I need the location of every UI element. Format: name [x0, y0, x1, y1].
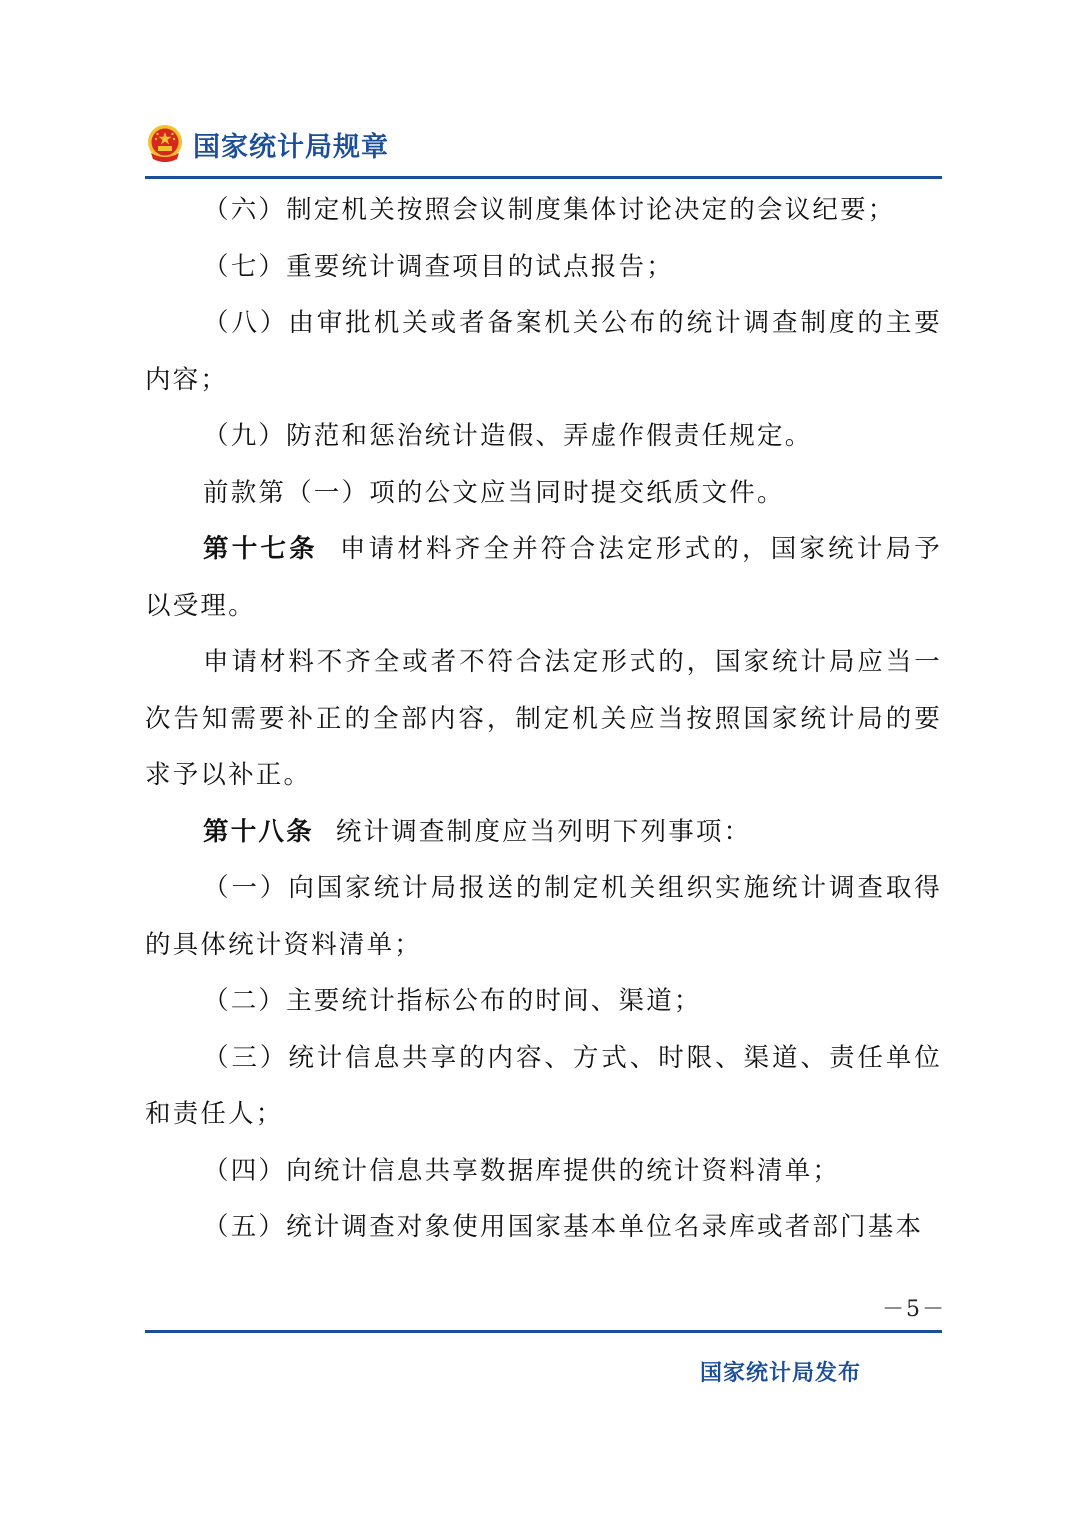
paragraph: [145, 182, 942, 239]
paragraph-text: 申请材料齐全并符合法定形式的，国家统计局予以受理。: [145, 534, 942, 621]
article-heading: 第十七条: [203, 534, 318, 564]
article-heading: 第十八条: [203, 816, 314, 847]
paragraph: [145, 1143, 942, 1200]
paragraph-text: 申请材料不齐全或者不符合法定形式的，国家统计局应当一次告知需要补正的全部内容，制定机关应当按照国家统计局的要求予以补正。: [145, 647, 942, 790]
paragraph-text: （六）制定机关按照会议制度集体讨论决定的会议纪要；: [203, 195, 896, 225]
paragraph-text: （三）统计信息共享的内容、方式、时限、渠道、责任单位和责任人；: [145, 1042, 942, 1129]
paragraph: [145, 465, 942, 522]
page-number: －5－: [882, 1297, 946, 1322]
paragraph-text: （九）防范和惩治统计造假、弄虚作假责任规定。: [203, 421, 813, 451]
header-rule: [145, 176, 942, 179]
paragraph: [145, 408, 942, 465]
document-body: [145, 182, 942, 1256]
paragraph-text: （二）主要统计指标公布的时间、渠道；: [203, 986, 702, 1016]
paragraph-text: （四）向统计信息共享数据库提供的统计资料清单；: [203, 1155, 841, 1186]
paragraph: [145, 973, 942, 1030]
paragraph-text: （七）重要统计调查项目的试点报告；: [203, 251, 674, 282]
paragraph-text: 统计调查制度应当列明下列事项：: [335, 816, 752, 847]
header: [145, 118, 389, 170]
footer-rule: [145, 1330, 942, 1333]
national-emblem-icon: [145, 123, 185, 165]
paragraph: [145, 239, 942, 296]
paragraph-text: （五）统计调查对象使用国家基本单位名录库或者部门基本: [203, 1212, 924, 1242]
paragraph: [145, 1030, 942, 1143]
paragraph: [145, 860, 942, 973]
paragraph: [145, 634, 942, 804]
paragraph-text: （一）向国家统计局报送的制定机关组织实施统计调查取得的具体统计资料清单；: [145, 873, 942, 960]
paragraph: [145, 1199, 942, 1256]
paragraph: [145, 295, 942, 408]
paragraph-text: 前款第（一）项的公文应当同时提交纸质文件。: [203, 477, 785, 508]
footer-publisher: 国家统计局发布: [700, 1361, 862, 1386]
paragraph: [145, 521, 942, 634]
header-title: 国家统计局规章: [193, 131, 389, 163]
paragraph: [145, 804, 942, 861]
paragraph-text: （八）由审批机关或者备案机关公布的统计调查制度的主要内容；: [145, 308, 942, 395]
